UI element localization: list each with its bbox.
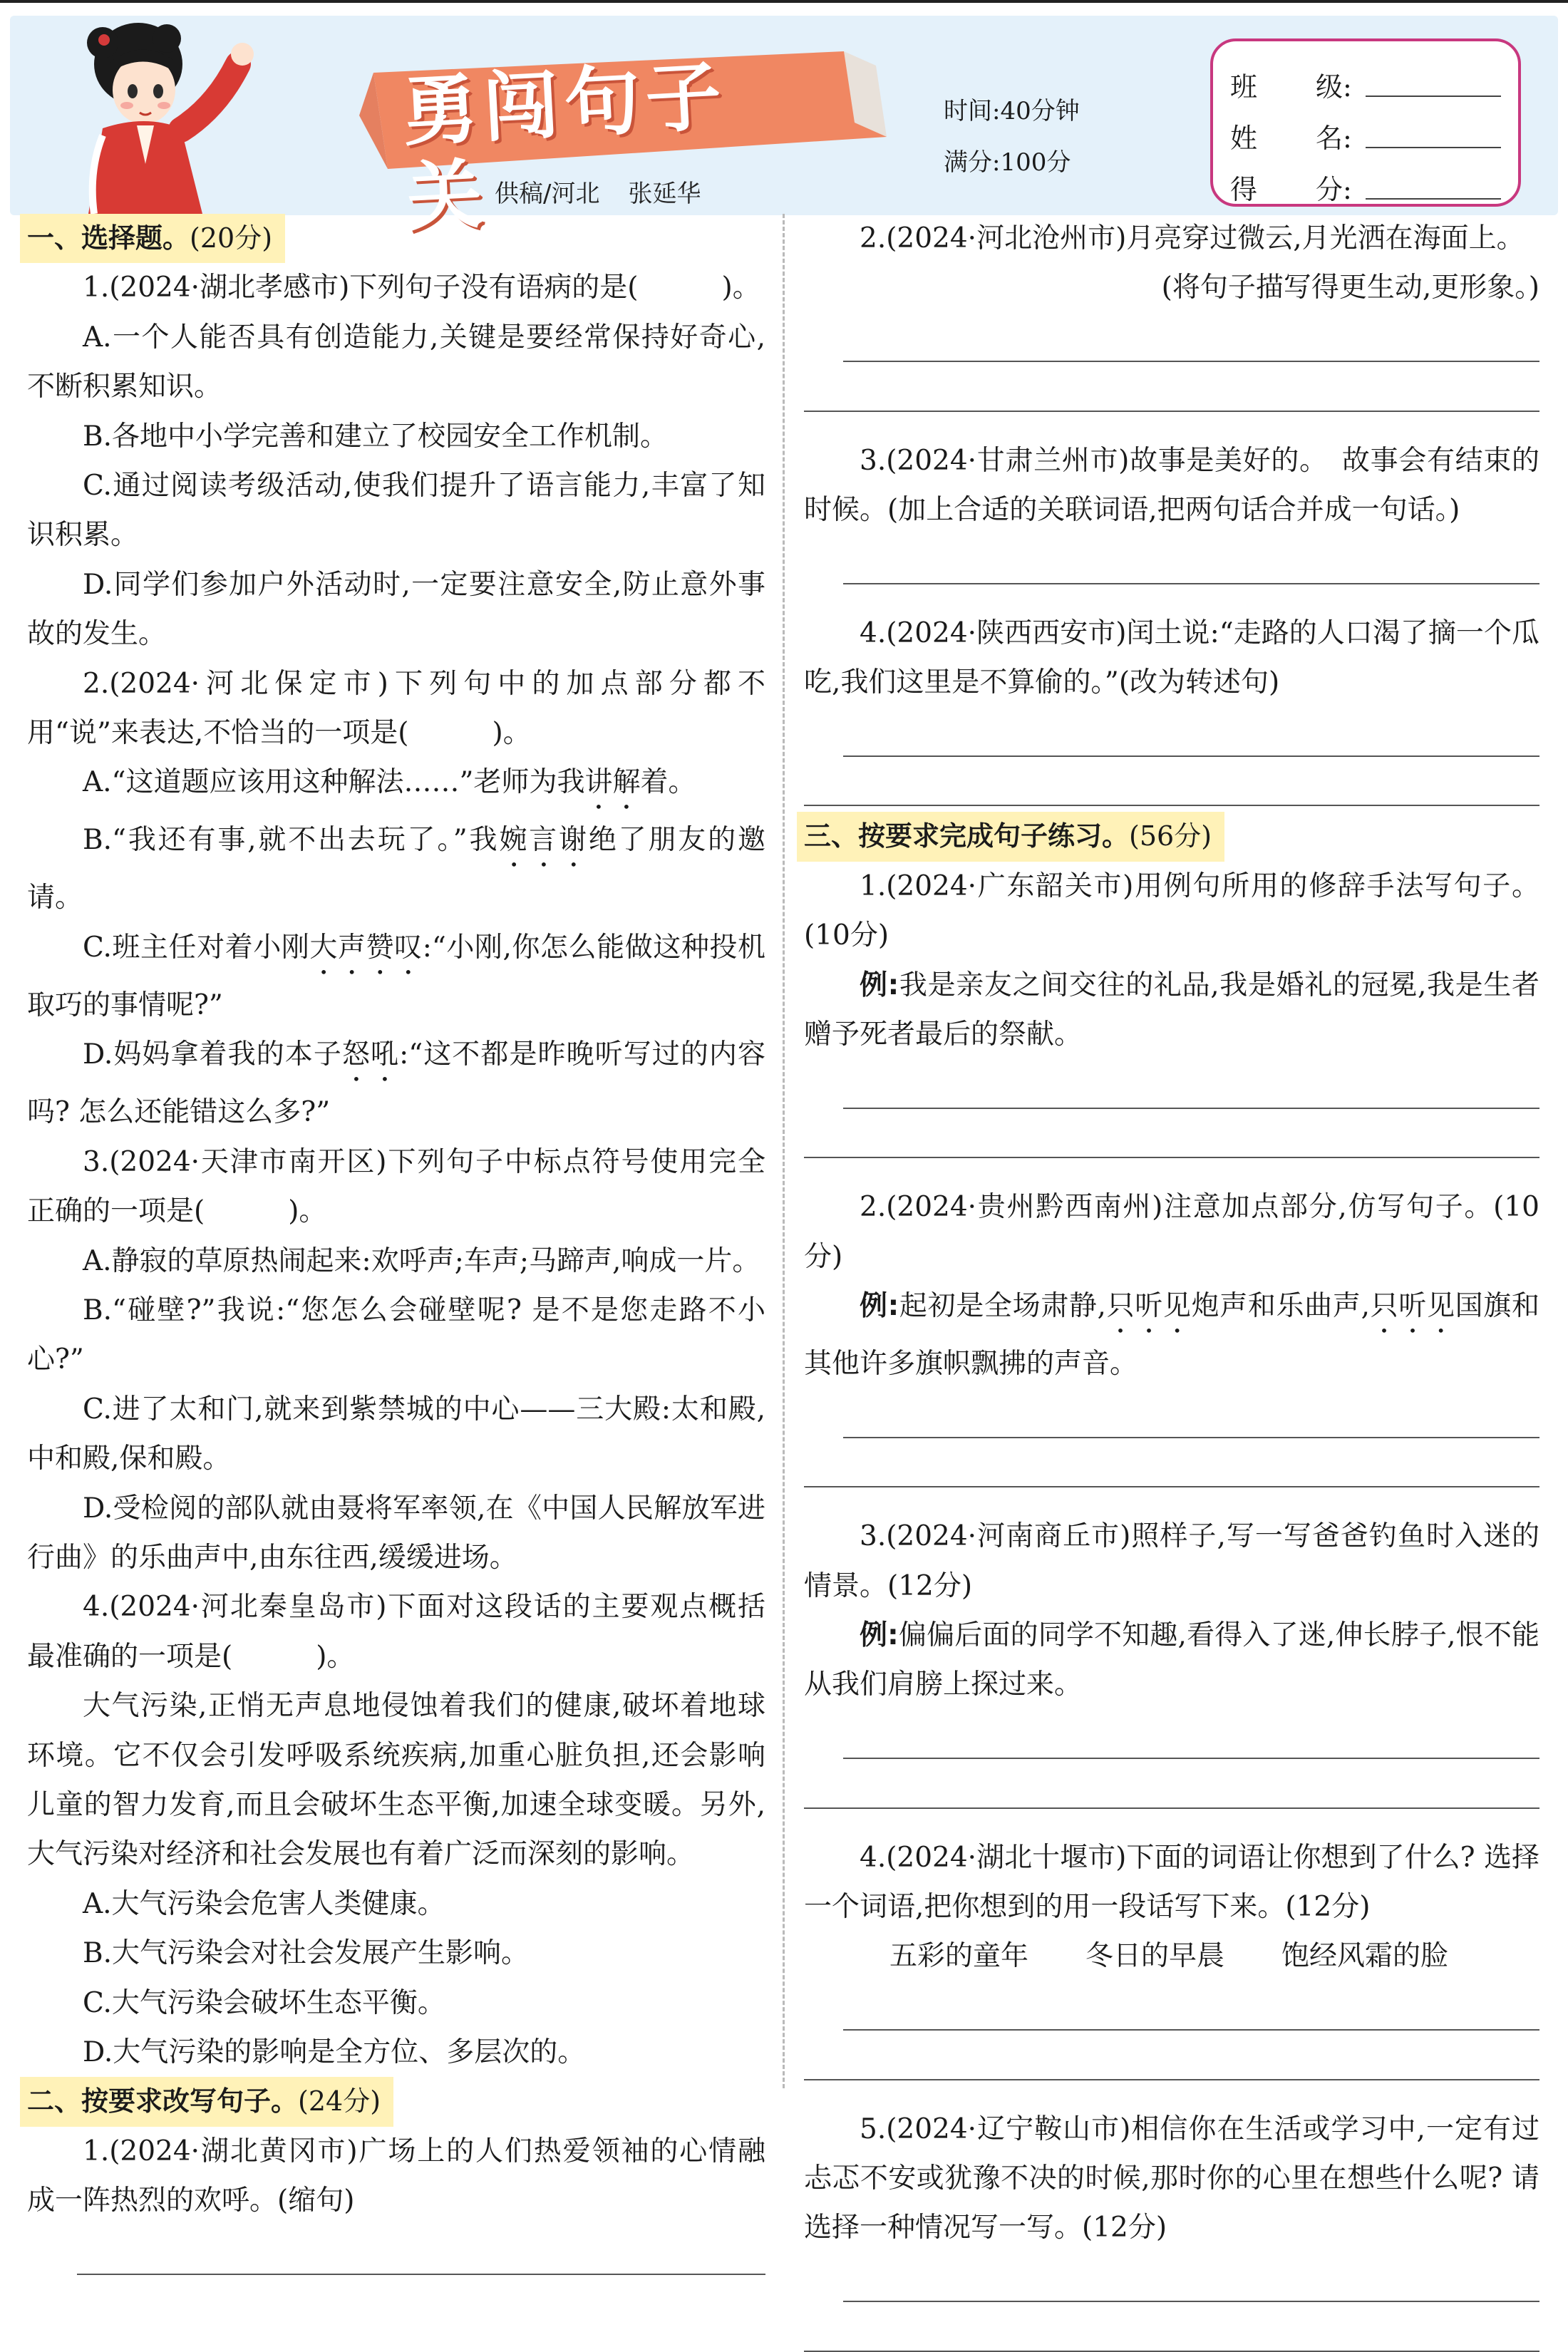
score-row: 得 分: — [1230, 155, 1501, 207]
top-rule — [0, 0, 1568, 3]
answer-line[interactable] — [843, 1981, 1539, 2031]
answer-line[interactable] — [843, 313, 1539, 362]
question-1-2-option-b: B.“我还有事,就不出去玩了。”我婉言谢绝了朋友的邀请。 — [27, 824, 765, 914]
name-row: 姓 名: — [1230, 104, 1501, 155]
answer-line[interactable] — [804, 2302, 1539, 2351]
class-row: 班 级: — [1230, 53, 1501, 104]
question-3-2: 2.(2024·贵州黔西南州)注意加点部分,仿写句子。(10分) — [804, 1191, 1539, 1273]
question-2-4: 4.(2024·陕西西安市)闰土说:“走路的人口渴了摘一个瓜吃,我们这里是不算偷的。”(改为转述句) — [804, 617, 1539, 699]
answer-line[interactable] — [804, 757, 1539, 806]
question-1-4-stem: 4.(2024·河北秦皇岛市)下面对这段话的主要观点概括最准确的一项是( )。 — [27, 1591, 765, 1673]
question-1-2-option-a: A.“这道题应该用这种解法……”老师为我讲解着。 — [83, 766, 696, 799]
question-1-2-option-d: D.妈妈拿着我的本子怒吼:“这不都是昨晚听写过的内容吗? 怎么还能错这么多?” — [27, 1038, 766, 1129]
question-1-4-option-d: D.大气污染的影响是全方位、多层次的。 — [83, 2036, 586, 2068]
answer-line[interactable] — [804, 1438, 1539, 1487]
question-3-3-example: 例:偏偏后面的同学不知趣,看得入了迷,伸长脖子,恨不能从我们肩膀上探过来。 — [804, 1619, 1539, 1701]
question-3-3: 3.(2024·河南商丘市)照样子,写一写爸爸钓鱼时入迷的情景。(12分) — [804, 1520, 1539, 1602]
word-choice: 五彩的童年 — [889, 1940, 1029, 1973]
question-3-5: 5.(2024·辽宁鞍山市)相信你在生活或学习中,一定有过忐忑不安或犹豫不决的时候,那时你的心里在想些什么呢? 请选择一种情况写一写。(12分) — [804, 2113, 1539, 2244]
word-choice: 饱经风霜的脸 — [1281, 1940, 1449, 1973]
section-3-heading: 三、按要求完成句子练习。(56分) — [804, 812, 1539, 861]
word-choice: 冬日的早晨 — [1085, 1940, 1225, 1973]
question-1-4-option-a: A.大气污染会危害人类健康。 — [83, 1887, 445, 1920]
question-2-1: 1.(2024·湖北黄冈市)广场上的人们热爱领袖的心情融成一阵热烈的欢呼。(缩句) — [27, 2135, 765, 2217]
question-2-3: 3.(2024·甘肃兰州市)故事是美好的。 故事会有结束的时候。(加上合适的关联词语,把两句话合并成一句话。) — [804, 444, 1539, 526]
answer-line[interactable] — [804, 1109, 1539, 1158]
answer-line[interactable] — [804, 1759, 1539, 1808]
question-3-4: 4.(2024·湖北十堰市)下面的词语让你想到了什么? 选择一个词语,把你想到的用一段话写下来。(12分) — [804, 1841, 1539, 1924]
question-1-3-option-b: B.“碰壁?”我说:“您怎么会碰壁呢? 是不是您走路不小心?” — [27, 1294, 765, 1376]
question-1-1-option-d: D.同学们参加户外活动时,一定要注意安全,防止意外事故的发生。 — [27, 568, 765, 651]
name-field[interactable] — [1366, 120, 1501, 148]
full-score: 满分:100分 — [944, 148, 1071, 177]
question-1-3-option-c: C.进了太和门,就来到紫禁城的中心——三大殿:太和殿,中和殿,保和殿。 — [27, 1393, 765, 1475]
answer-line[interactable] — [843, 1710, 1539, 1759]
question-2-2-hint: (将句子描写得更生动,更形象。) — [1161, 272, 1539, 304]
question-1-1-option-c: C.通过阅读考级活动,使我们提升了语言能力,丰富了知识积累。 — [27, 470, 765, 552]
question-1-1-stem: 1.(2024·湖北孝感市)下列句子没有语病的是( )。 — [83, 272, 760, 304]
time-limit: 时间:40分钟 — [944, 97, 1080, 125]
right-column — [804, 214, 1539, 2352]
girl-illustration — [60, 21, 274, 214]
class-field[interactable] — [1366, 68, 1501, 97]
question-1-4-passage: 大气污染,正悄无声息地侵蚀着我们的健康,破坏着地球环境。它不仅会引发呼吸系统疾病,加重心脏负担,还会影响儿童的智力发育,而且会破坏生态平衡,加速全球变暖。另外,大气污染对经济和社会发展也有着广泛而深刻的影响。 — [27, 1690, 765, 1871]
question-1-4-option-b: B.大气污染会对社会发展产生影响。 — [83, 1937, 530, 1970]
section-1-heading: 一、选择题。(20分) — [27, 214, 765, 263]
question-1-1-option-b: B.各地中小学完善和建立了校园安全工作机制。 — [83, 420, 669, 453]
student-info-box — [1210, 38, 1521, 207]
source-label: 供稿/河北 — [495, 180, 600, 208]
source-credit — [495, 174, 701, 209]
answer-line[interactable] — [804, 362, 1539, 411]
question-1-3-option-a: A.静寂的草原热闹起来:欢呼声;车声;马蹄声,响成一片。 — [83, 1244, 760, 1277]
answer-line[interactable] — [843, 1059, 1539, 1108]
question-1-3-stem: 3.(2024·天津市南开区)下列句子中标点符号使用完全正确的一项是( )。 — [27, 1145, 765, 1228]
answer-line[interactable] — [843, 2253, 1539, 2302]
question-2-2: 2.(2024·河北沧州市)月亮穿过微云,月光洒在海面上。 — [860, 222, 1525, 254]
question-1-2-option-c: C.班主任对着小刚大声赞叹:“小刚,你怎么能做这种投机取巧的事情呢?” — [27, 931, 765, 1021]
score-field[interactable] — [1366, 171, 1501, 200]
answer-line[interactable] — [804, 2031, 1539, 2080]
exam-meta — [944, 86, 1080, 188]
section-2-heading: 二、按要求改写句子。(24分) — [27, 2077, 765, 2126]
question-3-4-word-choices — [804, 1931, 1539, 1981]
answer-line[interactable] — [843, 1388, 1539, 1438]
author-name: 张延华 — [628, 180, 701, 208]
question-1-4-option-c: C.大气污染会破坏生态平衡。 — [83, 1986, 445, 2019]
answer-line[interactable] — [843, 708, 1539, 757]
question-1-1-option-a: A.一个人能否具有创造能力,关键是要经常保持好奇心,不断积累知识。 — [27, 321, 765, 403]
left-column — [27, 214, 765, 2275]
page-title: 勇闯句子关 — [400, 51, 729, 242]
answer-line[interactable] — [843, 535, 1539, 584]
question-3-1-example: 例:我是亲友之间交往的礼品,我是婚礼的冠冕,我是生者赠予死者最后的祭献。 — [804, 969, 1539, 1051]
question-1-3-option-d: D.受检阅的部队就由聂将军率领,在《中国人民解放军进行曲》的乐曲声中,由东往西,缓缓进场。 — [27, 1492, 765, 1574]
question-3-1: 1.(2024·广东韶关市)用例句所用的修辞手法写句子。(10分) — [804, 870, 1539, 952]
answer-line[interactable] — [77, 2226, 765, 2275]
question-1-2-stem: 2.(2024·河北保定市)下列句中的加点部分都不用“说”来表达,不恰当的一项是( )。 — [27, 667, 765, 750]
question-3-2-example: 例:起初是全场肃静,只听见炮声和乐曲声,只听见国旗和其他许多旗帜飘拂的声音。 — [804, 1290, 1539, 1381]
column-divider — [783, 214, 785, 2088]
